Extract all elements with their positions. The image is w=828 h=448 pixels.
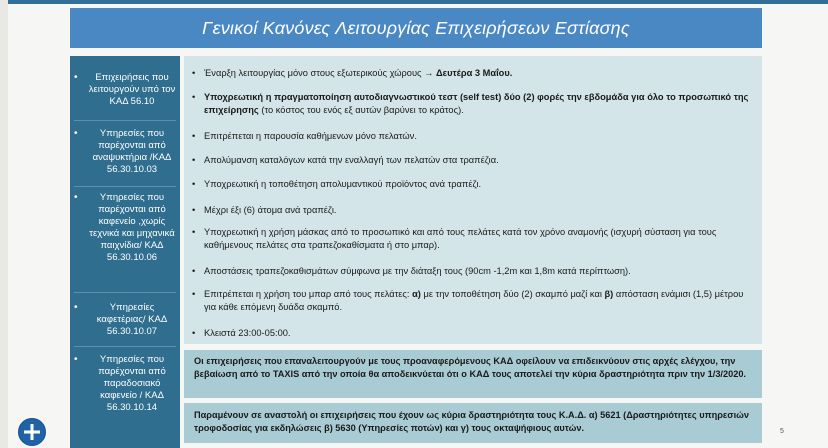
rule-distances: • Αποστάσεις τραπεζοκαθισμάτων σύμφωνα με την διάταξη τους (90cm -1,2m και 1,8m κατά περίπτωση). (192, 265, 752, 278)
rule-text: Υποχρεωτική η χρήση μάσκας από το προσωπικό και από τους πελάτες κατά τον χρόνο αναμονής (ισχυρή σύσταση για τους καθήμενους πελάτες στα τραπεζοκαθίσματα ή στο μπαρ). (204, 227, 717, 250)
rule-six-persons: • Μέχρι έξι (6) άτομα ανά τραπέζι. (192, 204, 752, 217)
rule-text: (το κόστος του ενός εξ αυτών βαρύνει το κράτος). (258, 105, 464, 115)
sidebar-divider (74, 292, 176, 293)
rule-menu-disinfection: • Απολύμανση καταλόγων κατά την εναλλαγή των πελατών στα τραπέζια. (192, 154, 752, 167)
top-strip (0, 0, 828, 4)
sidebar-item-kad-56301003 (70, 128, 180, 176)
title-bar (70, 8, 762, 48)
rule-masks: • Υποχρεωτική η χρήση μάσκας από το προσωπικό και από τους πελάτες κατά τον χρόνο αναμονής (ισχυρή σύσταση για τους καθήμενους πελάτες στα τραπεζοκαθίσματα ή στο μπαρ). (192, 226, 752, 252)
bullet: • (74, 72, 78, 83)
rule-text: Υποχρεωτική η τοποθέτηση απολυμαντικού προϊόντος ανά τραπέζι. (204, 179, 482, 189)
sidebar-item-label: Υπηρεσίες που παρέχονται από παραδοσιακό καφενείο / ΚΑΔ 56.30.10.14 (98, 354, 166, 413)
rules-panel (184, 56, 762, 344)
slide-title: Γενικοί Κανόνες Λειτουργίας Επιχειρήσεων Εστίασης (202, 17, 630, 38)
rule-bold-a: α) (412, 289, 421, 299)
rule-seated-only: • Επιτρέπεται η παρουσία καθήμενων μόνο πελατών. (192, 130, 752, 143)
page-number: 5 (780, 428, 784, 435)
note-text: Παραμένουν σε αναστολή οι επιχειρήσεις που έχουν ως κύρια δραστηριότητα τους Κ.Α.Δ. α) 5621 (Δραστηριότητες υπηρεσιών τροφοδοσίας για εκδηλώσεις β) 5630 (Υπηρεσίες ποτών) και γ) τους οκταψήφιους αυτών. (194, 410, 749, 433)
greek-government-emblem-icon (18, 418, 46, 446)
rule-date: Δευτέρα 3 Μαΐου. (435, 68, 513, 78)
sidebar-item-label: Υπηρεσίες που παρέχονται από καφενείο ,χωρίς τεχνικά και μηχανικά παιχνίδια/ ΚΑΔ 56.30.10.06 (89, 192, 175, 263)
sidebar-divider (74, 120, 176, 121)
rule-self-test: • Υποχρεωτική η πραγματοποίηση αυτοδιαγνωστικού τεστ (self test) δύο (2) φορές την εβδομάδα για όλο το προσωπικό της επιχείρησης (το κόστος του ενός εξ αυτών βαρύνει το κράτος). (192, 92, 749, 115)
kad-sidebar (70, 56, 180, 448)
sidebar-item-kad-56301006 (70, 192, 180, 264)
rule-text: Επιτρέπεται η παρουσία καθήμενων μόνο πελατών. (204, 131, 417, 141)
sidebar-item-label: Υπηρεσίες που παρέχονται από αναψυκτήρια /ΚΑΔ 56.30.10.03 (92, 128, 172, 175)
rule-text: Επιτρέπεται η χρήση του μπαρ από τους πελάτες: (204, 289, 413, 299)
bullet: • (74, 128, 78, 139)
sidebar-item-kad-56301014 (70, 354, 180, 414)
rule-text-b: απόσταση ενάμισι (1,5) μέτρου για κάθε επόμενη δυάδα σκαμπό. (204, 289, 744, 312)
note-taxis-certificate (184, 350, 762, 398)
sidebar-divider (74, 346, 176, 347)
bullet: • (74, 192, 78, 203)
rule-bold-b: β) (604, 289, 614, 299)
sidebar-item-kad-56301007 (70, 302, 180, 338)
sidebar-item-label: Επιχειρήσεις που λειτουργούν υπό τον ΚΑΔ 56.10 (88, 72, 176, 107)
rule-bar-use: • Επιτρέπεται η χρήση του μπαρ από τους πελάτες: α) με την τοποθέτηση δύο (2) σκαμπό μαζί και β) απόσταση ενάμισι (1,5) μέτρου για κάθε επόμενη δυάδα σκαμπό. (192, 289, 744, 312)
rule-text: Έναρξη λειτουργίας μόνο στους εξωτερικούς χώρους → (204, 68, 436, 78)
rule-text: Απολύμανση καταλόγων κατά την εναλλαγή των πελατών στα τραπέζια. (204, 155, 499, 165)
bullet: • (74, 302, 78, 313)
sidebar-item-kad-5610 (70, 72, 180, 108)
rule-disinfectant: • Υποχρεωτική η τοποθέτηση απολυμαντικού προϊόντος ανά τραπέζι. (192, 178, 752, 191)
sidebar-divider (74, 186, 176, 187)
bullet: • (74, 354, 78, 365)
rule-text: Κλειστά 23:00-05:00. (204, 328, 291, 338)
rule-text: Μέχρι έξι (6) άτομα ανά τραπέζι. (204, 205, 337, 215)
sidebar-item-label: Υπηρεσίες καφετέριας/ ΚΑΔ 56.30.10.07 (96, 302, 168, 337)
rule-closing-hours: • Κλειστά 23:00-05:00. (192, 327, 752, 340)
rule-opening-date: • Έναρξη λειτουργίας μόνο στους εξωτερικούς χώρους → Δευτέρα 3 Μαΐου. (192, 68, 513, 78)
rule-bold-text: Υποχρεωτική η πραγματοποίηση αυτοδιαγνωστικού τεστ (self test) δύο (2) φορές την εβδομάδα για όλο το προσωπικό της επιχείρησης (204, 92, 749, 115)
rule-text: Αποστάσεις τραπεζοκαθισμάτων σύμφωνα με την διάταξη τους (90cm -1,2m και 1,8m κατά περίπτωση). (204, 266, 631, 276)
note-text: Οι επιχειρήσεις που επαναλειτουργούν με τους προαναφερόμενους ΚΑΔ οφείλουν να επιδεικνύουν στις αρχές ελέγχου, την βεβαίωση από το TAXIS από την οποία θα αποδεικνύεται ότι ο ΚΑΔ τους αποτελεί την κύρια δραστηριότητα πριν την 1/3/2020. (194, 356, 746, 379)
rule-text-a: με την τοποθέτηση δύο (2) σκαμπό μαζί και (420, 289, 605, 299)
note-suspended-businesses (184, 403, 762, 443)
left-edge (0, 0, 8, 448)
